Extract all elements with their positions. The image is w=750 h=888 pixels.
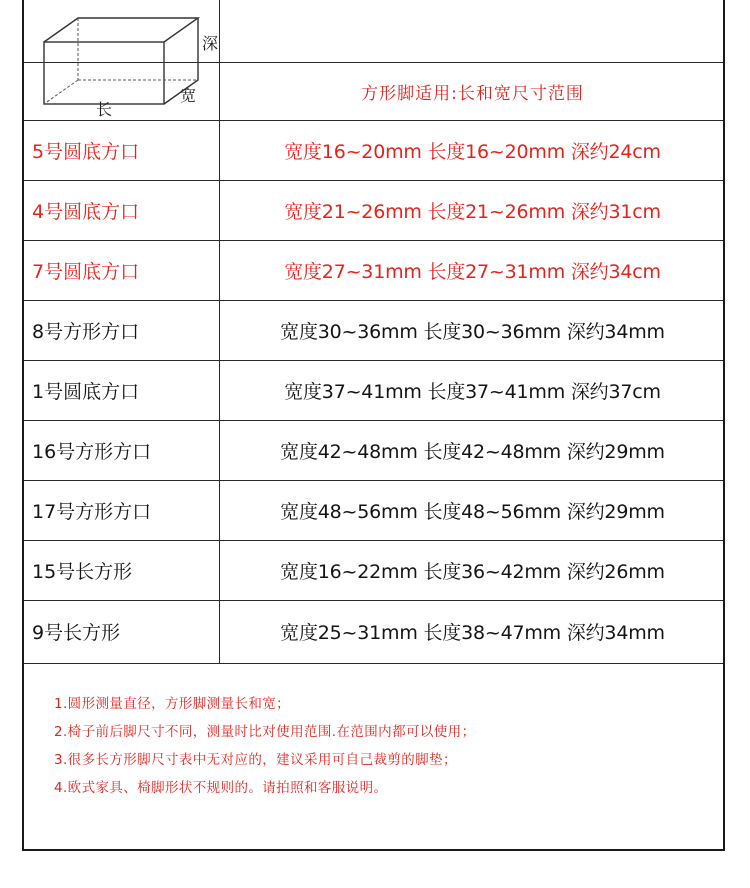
notes-list <box>54 690 714 802</box>
note-item: 1.圆形测量直径，方形脚测量长和宽； <box>54 696 291 712</box>
row-model-name: 1号圆底方口 <box>32 380 140 403</box>
row-size-spec: 宽度37~41mm 长度37~41mm 深约37cm <box>284 380 661 403</box>
note-item: 3.很多长方形脚尺寸表中无对应的，建议采用可自己裁剪的脚垫； <box>54 752 457 768</box>
depth-label: 深 <box>202 34 219 53</box>
row-model-name: 4号圆底方口 <box>32 200 140 223</box>
row-model-name: 9号长方形 <box>32 621 121 644</box>
row-model-name: 7号圆底方口 <box>32 260 140 283</box>
row-model-name: 5号圆底方口 <box>32 140 140 163</box>
row-size-spec: 宽度16~20mm 长度16~20mm 深约24cm <box>284 140 661 163</box>
note-item: 2.椅子前后脚尺寸不同，测量时比对使用范围.在范围内都可以使用； <box>54 724 476 740</box>
note-item: 4.欧式家具、椅脚形状不规则的。请拍照和客服说明。 <box>54 780 388 796</box>
box-dimension-diagram <box>38 10 218 120</box>
size-table-frame <box>22 0 725 851</box>
row-size-spec: 宽度48~56mm 长度48~56mm 深约29mm <box>280 500 665 523</box>
row-size-spec: 宽度25~31mm 长度38~47mm 深约34mm <box>280 621 665 644</box>
row-size-spec: 宽度42~48mm 长度42~48mm 深约29mm <box>280 440 665 463</box>
row-size-spec: 宽度30~36mm 长度30~36mm 深约34mm <box>280 320 665 343</box>
table-header-title: 方形脚适用:长和宽尺寸范围 <box>361 83 584 104</box>
width-label: 宽 <box>180 86 197 105</box>
row-size-spec: 宽度16~22mm 长度36~42mm 深约26mm <box>280 560 665 583</box>
row-model-name: 16号方形方口 <box>32 440 152 463</box>
row-model-name: 17号方形方口 <box>32 500 152 523</box>
table-divider <box>24 663 723 664</box>
length-label: 长 <box>96 100 113 119</box>
row-size-spec: 宽度27~31mm 长度27~31mm 深约34cm <box>284 260 661 283</box>
row-model-name: 15号长方形 <box>32 560 133 583</box>
row-model-name: 8号方形方口 <box>32 320 140 343</box>
row-size-spec: 宽度21~26mm 长度21~26mm 深约31cm <box>284 200 661 223</box>
